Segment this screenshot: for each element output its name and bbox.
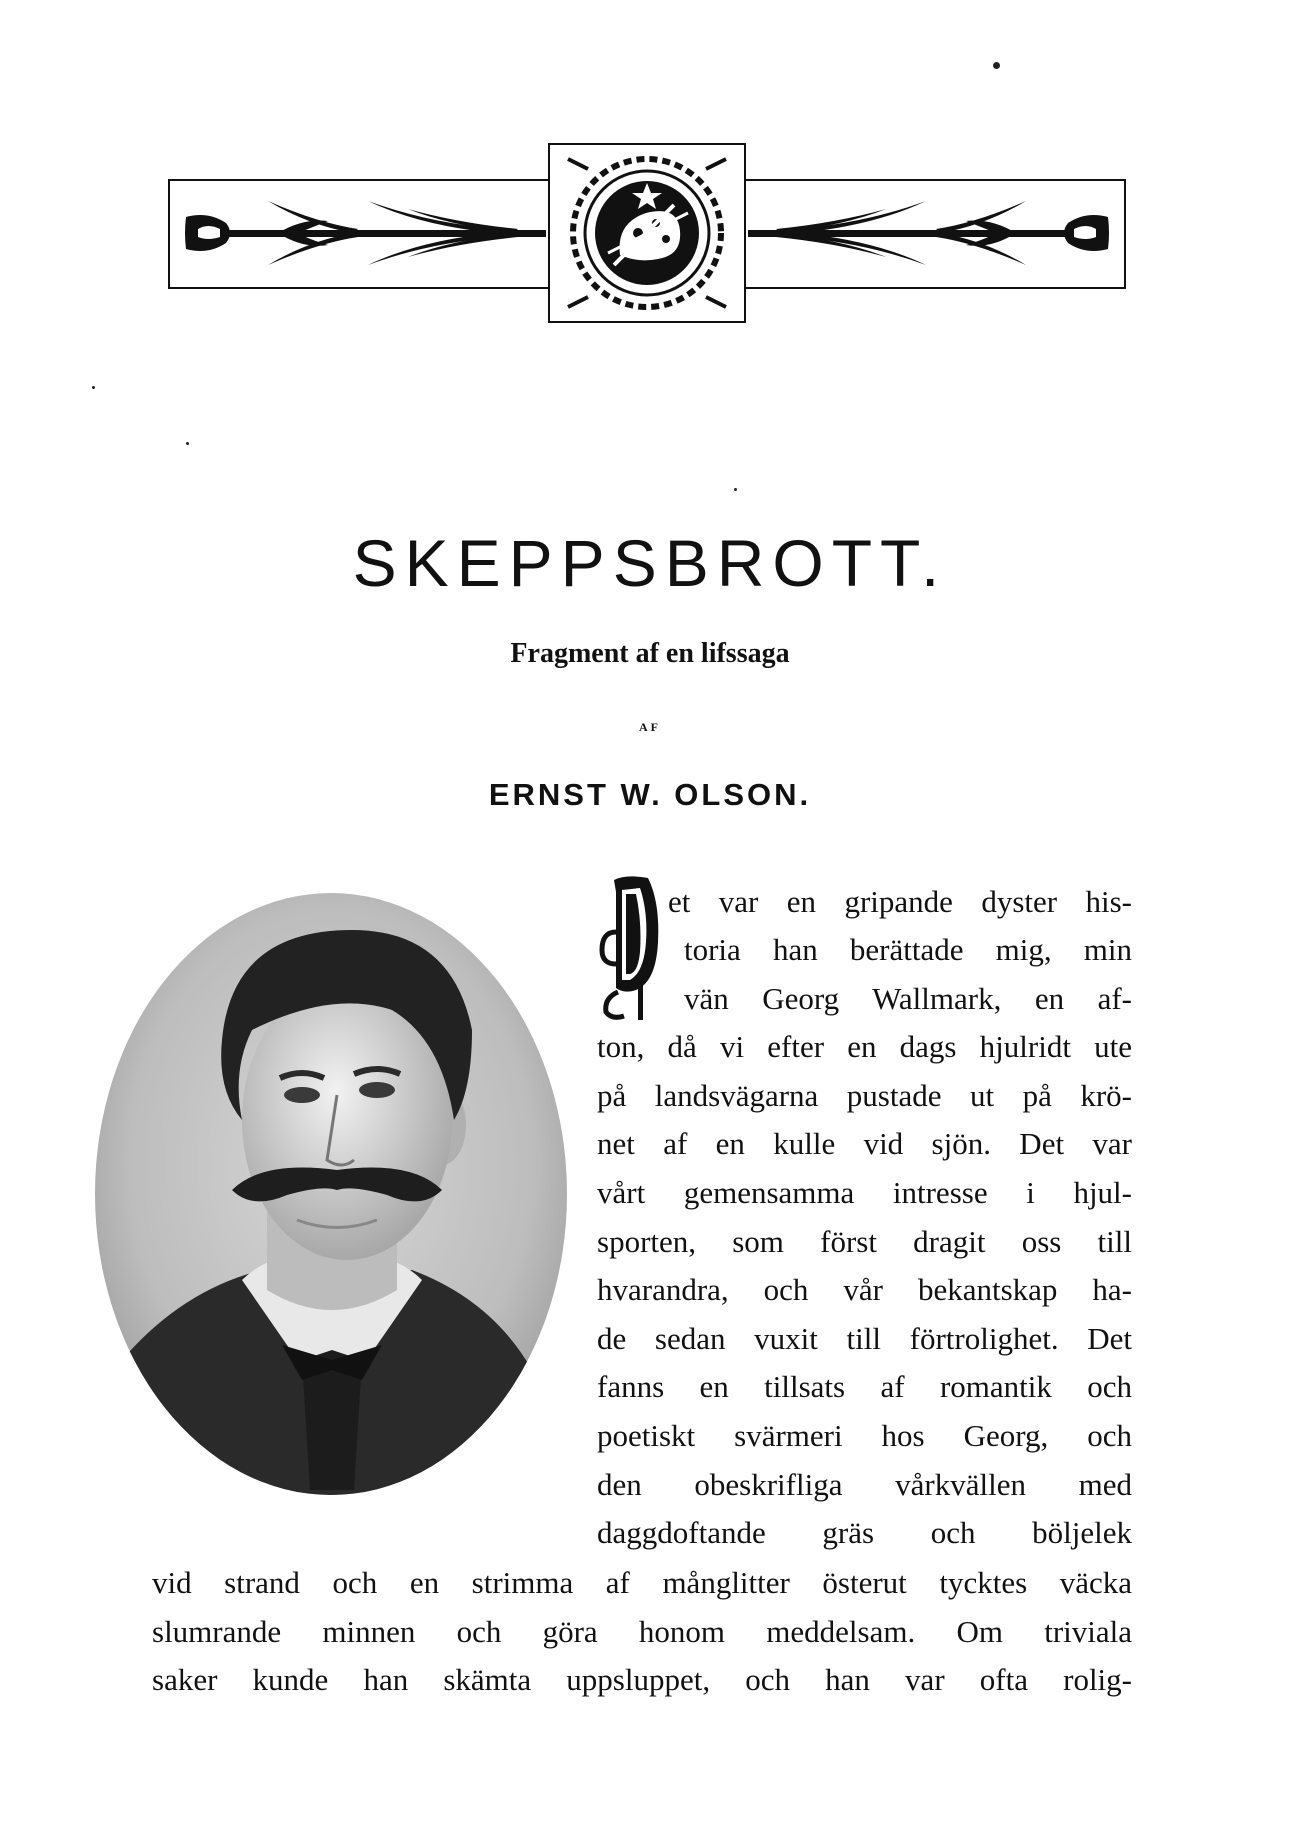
text-line: de sedan vuxit till förtrolighet. Det <box>597 1321 1132 1356</box>
text-line: hvarandra, och vår bekantskap ha- <box>597 1272 1132 1307</box>
text-line: daggdoftande gräs och böljelek <box>597 1515 1132 1550</box>
text-line: vårt gemensamma intresse i hjul- <box>597 1175 1132 1210</box>
text-line: slumrande minnen och göra honom meddelsam. Om triviala <box>152 1614 1132 1649</box>
text-line: på landsvägarna pustade ut på krö- <box>597 1078 1132 1113</box>
text-line: fanns en tillsats af romantik och <box>597 1369 1132 1404</box>
text-line: poetiskt svärmeri hos Georg, och <box>597 1418 1132 1453</box>
byline-prefix: AF <box>639 720 661 734</box>
text-line: vän Georg Wallmark, en af- <box>684 981 1132 1016</box>
subtitle: Fragment af en lifssaga <box>510 638 790 669</box>
page-title: SKEPPSBROTT. <box>352 526 948 600</box>
scan-speck <box>186 442 189 445</box>
author-name: ERNST W. OLSON. <box>488 777 812 812</box>
scan-speck <box>92 386 95 389</box>
text-line: net af en kulle vid sjön. Det var <box>597 1126 1132 1161</box>
text-line: et var en gripande dyster his- <box>668 884 1132 919</box>
text-line: toria han berättade mig, min <box>684 932 1132 967</box>
author-portrait <box>92 890 570 1498</box>
text-line: ton, då vi efter en dags hjulridt ute <box>597 1029 1132 1064</box>
scan-speck <box>993 62 1000 69</box>
tulip-left-icon <box>185 201 546 265</box>
scan-speck <box>734 488 737 491</box>
text-line: sporten, som först dragit oss till <box>597 1224 1132 1259</box>
text-line: saker kunde han skämta uppsluppet, och han var ofta rolig- <box>152 1662 1132 1697</box>
header-ornament <box>168 143 1126 325</box>
drop-cap <box>596 872 664 1022</box>
text-line: den obeskrifliga vårkvällen med <box>597 1467 1132 1502</box>
text-line: vid strand och en strimma af månglitter österut tycktes väcka <box>152 1565 1132 1600</box>
gothic-d-icon <box>596 872 664 1022</box>
tulip-right-icon <box>748 201 1109 265</box>
